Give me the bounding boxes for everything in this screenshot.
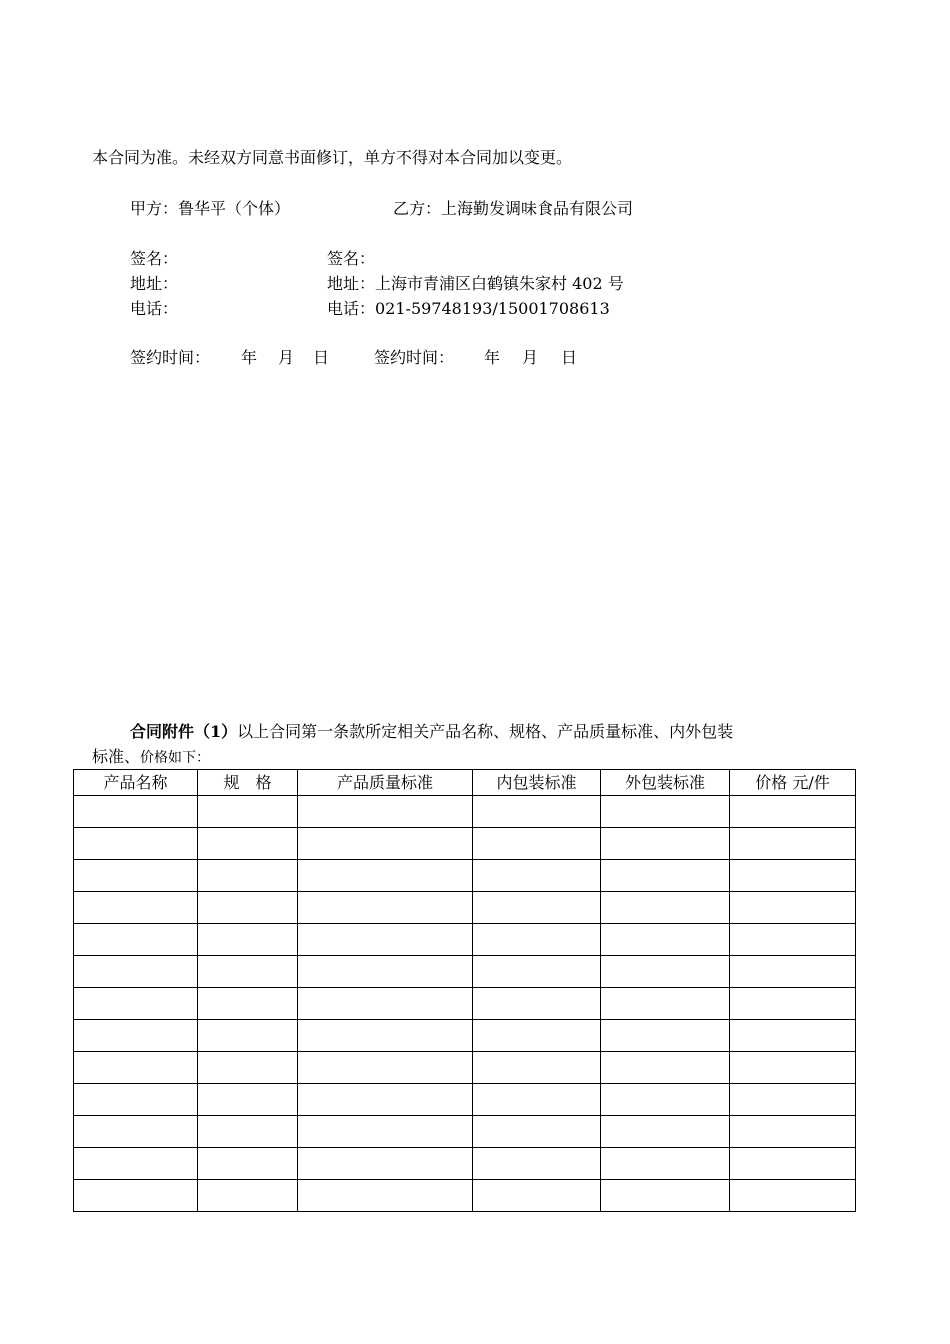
party-a-date-year: 年 [241, 348, 258, 367]
party-a-date-day: 日 [313, 348, 330, 367]
party-b-phone: 电话：021-59748193/15001708613 [327, 299, 610, 318]
column-header-inner-packaging: 内包装标准 [473, 770, 601, 796]
table-cell [74, 1148, 198, 1180]
table-cell [198, 988, 298, 1020]
table-cell [730, 924, 856, 956]
table-row [74, 796, 856, 828]
table-row [74, 1020, 856, 1052]
party-a-label: 甲方：鲁华平（个体） [130, 199, 291, 218]
table-cell [198, 1116, 298, 1148]
table-cell [730, 988, 856, 1020]
table-cell [601, 1020, 730, 1052]
table-cell [730, 828, 856, 860]
table-cell [298, 1084, 473, 1116]
table-cell [298, 796, 473, 828]
table-cell [198, 1052, 298, 1084]
table-cell [473, 1020, 601, 1052]
table-cell [198, 828, 298, 860]
table-cell [601, 988, 730, 1020]
table-cell [473, 956, 601, 988]
table-cell [601, 956, 730, 988]
column-header-price: 价格 元/件 [730, 770, 856, 796]
table-row [74, 924, 856, 956]
party-a-phone: 电话： [130, 299, 179, 318]
party-b-label: 乙方：上海勤发调味食品有限公司 [393, 199, 634, 218]
annex-text: 以上合同第一条款所定相关产品名称、规格、产品质量标准、内外包装 [237, 722, 734, 741]
table-cell [473, 1084, 601, 1116]
table-cell [74, 1084, 198, 1116]
annex-intro-continued [92, 749, 210, 765]
table-cell [198, 924, 298, 956]
table-cell [198, 1020, 298, 1052]
party-b-date-label: 签约时间： [374, 348, 455, 367]
column-header-quality-standard: 产品质量标准 [298, 770, 473, 796]
party-b-date-year: 年 [484, 348, 501, 367]
table-cell [730, 892, 856, 924]
table-cell [473, 828, 601, 860]
contract-closing-line: 本合同为准。未经双方同意书面修订，单方不得对本合同加以变更。 [92, 148, 573, 167]
table-cell [298, 1116, 473, 1148]
table-cell [730, 956, 856, 988]
table-cell [473, 796, 601, 828]
table-cell [198, 1084, 298, 1116]
table-cell [198, 892, 298, 924]
table-row [74, 828, 856, 860]
table-cell [74, 1180, 198, 1212]
table-row [74, 988, 856, 1020]
table-cell [298, 1148, 473, 1180]
table-body [74, 796, 856, 1212]
table-cell [198, 1180, 298, 1212]
table-cell [473, 988, 601, 1020]
table-cell [473, 1180, 601, 1212]
table-cell [601, 1148, 730, 1180]
party-b-date-month: 月 [522, 348, 539, 367]
table-cell [730, 1180, 856, 1212]
table-cell [74, 796, 198, 828]
table-cell [601, 828, 730, 860]
table-cell [298, 1180, 473, 1212]
table-row [74, 1116, 856, 1148]
table-cell [74, 924, 198, 956]
table-cell [601, 924, 730, 956]
table-cell [74, 828, 198, 860]
annex-intro [130, 724, 733, 740]
column-header-product-name: 产品名称 [74, 770, 198, 796]
party-b-sign: 签名： [327, 249, 376, 268]
table-row [74, 956, 856, 988]
table-cell [601, 1116, 730, 1148]
table-cell [74, 1020, 198, 1052]
table-cell [298, 828, 473, 860]
table-cell [74, 988, 198, 1020]
table-cell [298, 860, 473, 892]
table-cell [74, 1052, 198, 1084]
party-a-date-label: 签约时间： [130, 348, 211, 367]
table-cell [198, 956, 298, 988]
table-cell [601, 860, 730, 892]
table-cell [473, 860, 601, 892]
table-cell [298, 988, 473, 1020]
table-cell [198, 1148, 298, 1180]
table-cell [730, 1148, 856, 1180]
table-cell [198, 860, 298, 892]
table-header-row [74, 770, 856, 796]
column-header-spec: 规 格 [198, 770, 298, 796]
table-cell [298, 1020, 473, 1052]
table-cell [298, 956, 473, 988]
table-cell [601, 1084, 730, 1116]
table-row [74, 860, 856, 892]
party-b-date-day: 日 [561, 348, 578, 367]
table-cell [298, 892, 473, 924]
table-cell [730, 796, 856, 828]
table-row [74, 1180, 856, 1212]
table-cell [74, 956, 198, 988]
party-a-address: 地址： [130, 274, 179, 293]
column-header-outer-packaging: 外包装标准 [601, 770, 730, 796]
table-cell [473, 892, 601, 924]
table-cell [730, 1020, 856, 1052]
table-cell [473, 924, 601, 956]
annex-product-table [73, 769, 856, 1212]
table-cell [730, 1052, 856, 1084]
table-cell [601, 892, 730, 924]
table-row [74, 892, 856, 924]
table-cell [601, 1052, 730, 1084]
party-a-date-month: 月 [278, 348, 295, 367]
table-cell [74, 892, 198, 924]
table-row [74, 1084, 856, 1116]
table-row [74, 1052, 856, 1084]
annex-text-line2-small: 价格如下： [140, 750, 211, 766]
table-cell [730, 860, 856, 892]
table-cell [601, 1180, 730, 1212]
table-row [74, 1148, 856, 1180]
table-cell [473, 1052, 601, 1084]
annex-text-line2: 标准、 [92, 747, 141, 766]
party-b-address: 地址：上海市青浦区白鹤镇朱家村 402 号 [327, 274, 624, 293]
table-cell [74, 860, 198, 892]
table-cell [298, 1052, 473, 1084]
table-cell [298, 924, 473, 956]
table-cell [473, 1148, 601, 1180]
table-cell [730, 1116, 856, 1148]
table-cell [198, 796, 298, 828]
table-cell [730, 1084, 856, 1116]
party-a-sign: 签名： [130, 249, 179, 268]
table-cell [74, 1116, 198, 1148]
table-cell [473, 1116, 601, 1148]
table-cell [601, 796, 730, 828]
annex-title: 合同附件（1） [130, 722, 238, 741]
